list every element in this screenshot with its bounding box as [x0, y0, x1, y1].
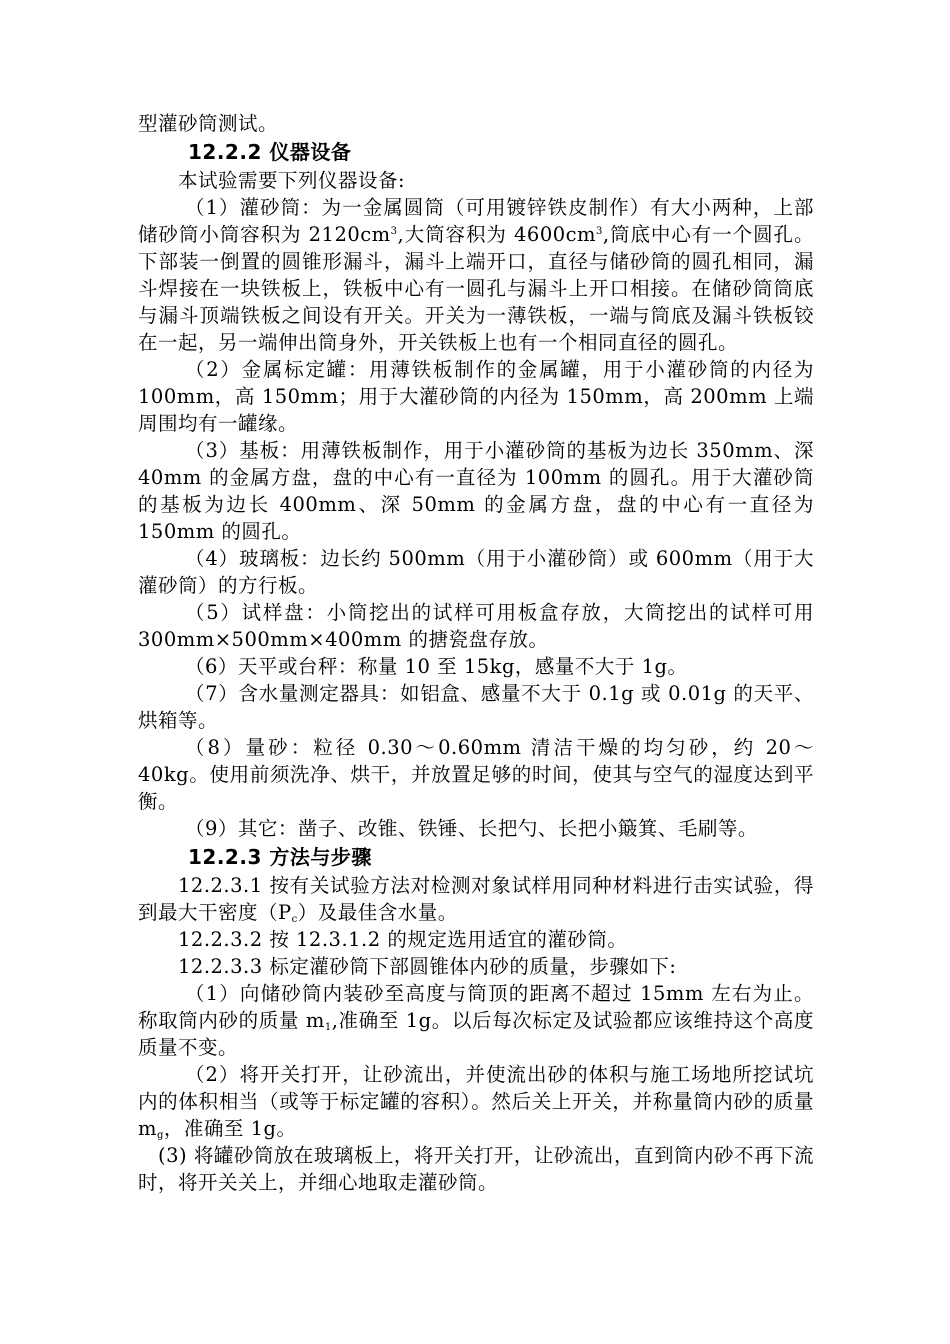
calibration-1-text-b: ,准确至 1g。以后每次标定及试验都应该维持这个高度质量不变。 [138, 1009, 814, 1059]
paragraph-12-2-3-1 [138, 872, 814, 926]
subscript-1: 1 [324, 1022, 332, 1033]
superscript-3: 3 [596, 226, 603, 237]
calibration-2-text-b: ，准确至 1g。 [163, 1117, 297, 1140]
paragraph-item-2: （2）金属标定罐：用薄铁板制作的金属罐，用于小灌砂筒的内径为 100mm，高 150mm；用于大灌砂筒的内径为 150mm，高 200mm 上端周围均有一罐缘。 [138, 358, 814, 435]
superscript-3: 3 [390, 226, 398, 237]
section-heading-12-2-2: 12.2.2 仪器设备 [188, 140, 352, 164]
paragraph-12-2-3-2: 12.2.3.2 按 12.3.1.2 的规定选用适宜的灌砂筒。 [178, 928, 628, 951]
calibration-2-text-a: （2）将开关打开，让砂流出，并使流出砂的体积与施工场地所挖试坑内的体积相当（或等于标定罐的容积）。然后关上开关，并称量筒内砂的质量 m [138, 1063, 814, 1140]
paragraph-item-5: （5）试样盘：小筒挖出的试样可用板盒存放，大筒挖出的试样可用 300mm×500mm×400mm 的搪瓷盘存放。 [138, 601, 814, 651]
paragraph-item-3: （3）基板：用薄铁板制作，用于小灌砂筒的基板为边长 350mm、深 40mm 的金属方盘，盘的中心有一直径为 100mm 的圆孔。用于大灌砂筒的基板为边长 400mm、深 50mm 的金属方盘，盘的中心有一直径为 150mm 的圆孔。 [138, 439, 814, 543]
subscript-g: g [157, 1130, 164, 1141]
item-1-text-a: （1）灌砂筒：为一金属圆筒（可用镀锌铁皮制作）有大小两种，上部储砂筒小筒容积为 2120cm [138, 196, 814, 246]
paragraph-item-1 [138, 194, 814, 356]
item-1-text-c: ,筒底中心有一个圆孔。下部装一倒置的圆锥形漏斗，漏斗上端开口，直径与储砂筒的圆孔相同，漏斗焊接在一块铁板上，铁板中心有一圆孔与漏斗上开口相接。在储砂筒筒底与漏斗顶端铁板之间设有开关。开关为一薄铁板，一端与筒底及漏斗铁板铰在一起，另一端伸出筒身外，开关铁板上也有一个相同直径的圆孔。 [138, 223, 814, 354]
paragraph-item-4: （4）玻璃板：边长约 500mm（用于小灌砂筒）或 600mm（用于大灌砂筒）的方行板。 [138, 547, 814, 597]
subscript-c: c [291, 914, 298, 925]
step-1-text-b: ）及最佳含水量。 [297, 901, 458, 924]
step-1-text-a: 12.2.3.1 按有关试验方法对检测对象试样用同种材料进行击实试验，得到最大干密度（P [138, 874, 814, 924]
calibration-1-text-a: （1）向储砂筒内装砂至高度与筒顶的距离不超过 15mm 左右为止。称取筒内砂的质量 m [138, 982, 814, 1032]
paragraph-item-7: （7）含水量测定器具：如铝盒、感量不大于 0.1g 或 0.01g 的天平、烘箱等。 [138, 682, 814, 732]
paragraph-item-6: （6）天平或台秤：称量 10 至 15kg，感量不大于 1g。 [185, 655, 688, 678]
paragraph-calibration-2 [138, 1061, 814, 1142]
paragraph-calibration-1 [138, 980, 814, 1061]
paragraph-intro: 本试验需要下列仪器设备: [178, 169, 406, 192]
section-heading-12-2-3: 12.2.3 方法与步骤 [188, 845, 372, 869]
paragraph-12-2-3-3: 12.2.3.3 标定灌砂筒下部圆锥体内砂的质量，步骤如下: [178, 955, 677, 978]
paragraph-calibration-3: (3) 将罐砂筒放在玻璃板上，将开关打开，让砂流出，直到筒内砂不再下流时，将开关关上，并细心地取走灌砂筒。 [138, 1144, 814, 1194]
item-1-text-b: ,大筒容积为 4600cm [397, 223, 597, 246]
paragraph-item-9: （9）其它：凿子、改锥、铁锤、长把勺、长把小簸箕、毛刷等。 [185, 817, 758, 840]
paragraph-item-8: （8）量砂：粒径 0.30～0.60mm 清洁干燥的均匀砂，约 20～40kg。使用前须洗净、烘干，并放置足够的时间，使其与空气的湿度达到平衡。 [138, 736, 814, 813]
document-body [138, 110, 814, 1196]
paragraph-continuation: 型灌砂筒测试。 [138, 112, 279, 135]
